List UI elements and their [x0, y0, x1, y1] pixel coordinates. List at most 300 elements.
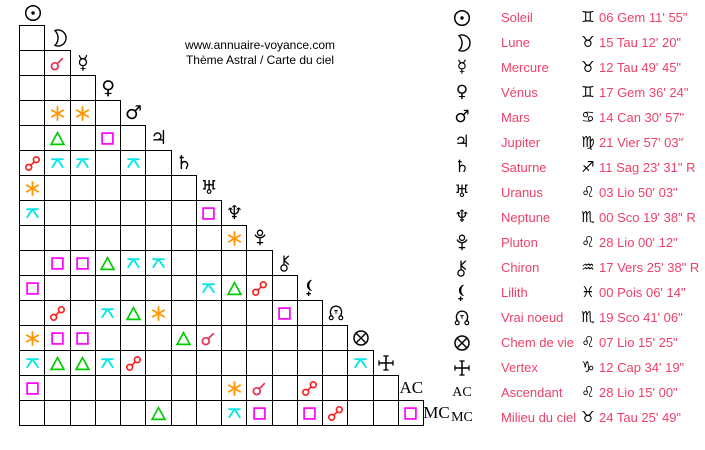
- aspect-cell: [19, 75, 45, 101]
- legend-row: [449, 80, 705, 105]
- venus-diagonal: [95, 75, 122, 101]
- gemini-icon: ♊: [581, 8, 595, 26]
- aspect-cell: [44, 175, 70, 201]
- jupiter-glyph: [449, 134, 475, 151]
- planet-legend: [449, 5, 705, 430]
- pluto-glyph: [449, 233, 475, 253]
- trine-icon: [175, 330, 192, 347]
- aspect-cell: [44, 400, 70, 426]
- sextile-icon: [24, 180, 41, 197]
- zodiac-sign: [577, 10, 599, 25]
- aspect-cell: [44, 375, 70, 401]
- aspect-cell: [171, 350, 197, 376]
- moon-icon: [452, 33, 472, 53]
- planet-name: Lilith: [501, 285, 528, 300]
- saturn-diagonal: [171, 150, 198, 176]
- planet-name: Chem de vie: [501, 335, 574, 350]
- uranus-icon: ♅: [454, 182, 470, 202]
- aspect-cell: [44, 125, 70, 151]
- aspect-cell: [19, 325, 45, 351]
- saturn-icon: ♄: [454, 157, 470, 177]
- planet-position: 11 Sag 23' 31" R: [599, 160, 696, 175]
- aspect-cell: [297, 400, 323, 426]
- planet-name: Mars: [501, 110, 530, 125]
- aspect-cell: [347, 375, 373, 401]
- lilith-glyph: [449, 283, 475, 303]
- zodiac-sign: [577, 235, 599, 250]
- aspect-cell: [196, 275, 222, 301]
- opposition-icon: [49, 305, 66, 322]
- aspect-cell: [95, 375, 121, 401]
- aspect-cell: [145, 325, 171, 351]
- vertex-diagonal: [373, 350, 400, 376]
- trine-icon: [99, 255, 116, 272]
- site-url: www.annuaire-voyance.com: [184, 38, 336, 52]
- aspect-cell: [19, 400, 45, 426]
- aspect-cell: [120, 325, 146, 351]
- aspect-cell: [272, 300, 298, 326]
- mars-icon: ♂: [454, 107, 470, 127]
- aspect-cell: [196, 225, 222, 251]
- mars-icon: ♂: [124, 101, 143, 124]
- aspect-cell: [272, 275, 298, 301]
- aspect-cell: [145, 175, 171, 201]
- aspect-cell: [95, 150, 121, 176]
- aspect-cell: [246, 350, 272, 376]
- aspect-cell: [95, 175, 121, 201]
- jupiter-diagonal: [145, 125, 172, 151]
- aspect-cell: [145, 200, 171, 226]
- square-icon: [74, 255, 91, 272]
- aspect-cell: [70, 375, 96, 401]
- neptune-icon: ♆: [225, 201, 244, 224]
- aspect-cell: [44, 225, 70, 251]
- quincunx-icon: [200, 280, 217, 297]
- legend-row: [449, 205, 705, 230]
- aspect-cell: [70, 225, 96, 251]
- lilith-diagonal: [297, 275, 324, 301]
- aspect-cell: [95, 100, 121, 126]
- aspect-cell: [19, 200, 45, 226]
- aspect-cell: [19, 50, 45, 76]
- planet-name: Neptune: [501, 210, 551, 225]
- neptune-icon: ♆: [454, 207, 470, 227]
- aspect-cell: [44, 250, 70, 276]
- aspect-cell: [19, 25, 45, 51]
- zodiac-sign: [577, 285, 599, 300]
- sun-glyph: [449, 8, 475, 28]
- jupiter-icon: ♃: [454, 132, 470, 152]
- neptune-diagonal: [221, 200, 248, 226]
- aspect-cell: [196, 375, 222, 401]
- aspect-cell: [221, 225, 247, 251]
- scorpio-icon: ♏: [581, 208, 595, 226]
- aspect-cell: [196, 300, 222, 326]
- planet-position: 00 Pois 06' 14": [599, 285, 686, 300]
- quincunx-icon: [74, 155, 91, 172]
- zodiac-sign: [577, 35, 599, 50]
- sagittarius-icon: ♐: [581, 158, 595, 176]
- legend-row: [449, 405, 705, 430]
- aspect-cell: [120, 225, 146, 251]
- aspect-cell: [44, 50, 70, 76]
- conjunction-icon: [49, 55, 66, 72]
- saturn-glyph: [449, 159, 475, 176]
- aspect-cell: [246, 275, 272, 301]
- aspect-cell: [145, 375, 171, 401]
- chart-title: Thème Astral / Carte du ciel: [185, 53, 335, 67]
- planet-name: Uranus: [501, 185, 543, 200]
- pluto-icon: [250, 228, 270, 248]
- trine-icon: [49, 355, 66, 372]
- zodiac-sign: [577, 310, 599, 325]
- legend-row: [449, 5, 705, 30]
- scorpio-icon: ♏: [581, 308, 595, 326]
- chiron-glyph: [449, 258, 475, 278]
- quincunx-icon: [125, 155, 142, 172]
- capricorn-icon: ♑: [581, 358, 595, 376]
- aspect-cell: [120, 150, 146, 176]
- aspect-cell: [19, 125, 45, 151]
- legend-row: [449, 230, 705, 255]
- virgo-icon: ♍: [581, 133, 595, 151]
- aspect-cell: [19, 150, 45, 176]
- cancer-icon: ♋: [581, 108, 595, 126]
- pluto-icon: [452, 233, 472, 253]
- aspect-cell: [120, 200, 146, 226]
- planet-name: Pluton: [501, 235, 538, 250]
- legend-row: [449, 305, 705, 330]
- uranus-icon: ♅: [200, 176, 218, 199]
- aspect-cell: [95, 225, 121, 251]
- aspect-cell: [44, 75, 70, 101]
- aspect-cell: [221, 275, 247, 301]
- aspect-cell: [272, 350, 298, 376]
- planet-name: Vertex: [501, 360, 538, 375]
- aspect-cell: [145, 225, 171, 251]
- square-icon: [251, 405, 268, 422]
- aspect-cell: [44, 300, 70, 326]
- aspect-cell: [171, 225, 197, 251]
- moon-icon: [48, 28, 68, 48]
- legend-row: [449, 280, 705, 305]
- aspect-cell: [120, 375, 146, 401]
- aspect-cell: [19, 300, 45, 326]
- aspect-cell: [246, 300, 272, 326]
- venus-icon: ♀: [101, 76, 116, 99]
- neptune-glyph: [449, 209, 475, 226]
- aspect-cell: [95, 400, 121, 426]
- aspect-cell: [95, 300, 121, 326]
- aspect-cell: [221, 400, 247, 426]
- aspect-cell: [70, 125, 96, 151]
- aspect-cell: [70, 100, 96, 126]
- chiron-icon: [452, 258, 472, 278]
- fortune-diagonal: [347, 325, 374, 351]
- aspect-cell: [246, 400, 272, 426]
- planet-name: Chiron: [501, 260, 540, 275]
- planet-position: 12 Cap 34' 19": [599, 360, 685, 375]
- aspect-cell: [70, 275, 96, 301]
- sextile-icon: [49, 105, 66, 122]
- vertex-glyph: [449, 358, 475, 378]
- legend-row: [449, 330, 705, 355]
- aspect-cell: [145, 350, 171, 376]
- midheaven-diagonal: [423, 400, 450, 426]
- lilith-icon: [300, 278, 320, 298]
- aspect-cell: [95, 250, 121, 276]
- square-icon: [49, 255, 66, 272]
- aspect-cell: [221, 350, 247, 376]
- true-node-glyph: [449, 308, 475, 328]
- legend-row: [449, 105, 705, 130]
- midheaven-label: MC: [423, 403, 450, 422]
- square-icon: [200, 205, 217, 222]
- sun-icon: [452, 8, 472, 28]
- zodiac-sign: [577, 410, 599, 425]
- aspect-cell: [297, 325, 323, 351]
- aspect-cell: [322, 350, 348, 376]
- opposition-icon: [24, 155, 41, 172]
- aspect-cell: [19, 100, 45, 126]
- aspect-cell: [221, 375, 247, 401]
- trine-icon: [150, 405, 167, 422]
- aspect-cell: [272, 400, 298, 426]
- square-icon: [301, 405, 318, 422]
- chiron-icon: [275, 253, 295, 273]
- midheaven-label: MC: [451, 409, 473, 425]
- aspect-cell: [95, 325, 121, 351]
- aspect-cell: [196, 325, 222, 351]
- aspect-cell: [95, 200, 121, 226]
- aspect-cell: [171, 275, 197, 301]
- ascendant-label: AC: [399, 378, 424, 397]
- aspect-cell: [120, 175, 146, 201]
- aspect-cell: [171, 375, 197, 401]
- aspect-cell: [221, 250, 247, 276]
- zodiac-sign: [577, 210, 599, 225]
- quincunx-icon: [125, 255, 142, 272]
- zodiac-sign: [577, 85, 599, 100]
- opposition-icon: [301, 380, 318, 397]
- midheaven-glyph: [449, 410, 475, 426]
- leo-icon: ♌: [581, 383, 595, 401]
- aspect-cell: [171, 200, 197, 226]
- sextile-icon: [74, 105, 91, 122]
- planet-position: 28 Lio 15' 00": [599, 385, 678, 400]
- mars-glyph: [449, 109, 475, 126]
- trine-icon: [226, 280, 243, 297]
- aspect-cell: [145, 250, 171, 276]
- zodiac-sign: [577, 385, 599, 400]
- aspect-cell: [171, 325, 197, 351]
- aspect-cell: [120, 350, 146, 376]
- leo-icon: ♌: [581, 183, 595, 201]
- aspect-cell: [44, 275, 70, 301]
- aspect-cell: [171, 300, 197, 326]
- planet-position: 21 Vier 57' 03": [599, 135, 684, 150]
- mercury-diagonal: [70, 50, 97, 76]
- aspect-cell: [120, 275, 146, 301]
- aspect-cell: [70, 325, 96, 351]
- planet-position: 19 Sco 41' 06": [599, 310, 683, 325]
- mars-diagonal: [120, 100, 147, 126]
- aspect-cell: [120, 250, 146, 276]
- square-icon: [74, 330, 91, 347]
- aspect-cell: [145, 400, 171, 426]
- aspect-cell: [95, 275, 121, 301]
- uranus-diagonal: [196, 175, 223, 201]
- fortune-icon: [452, 333, 472, 353]
- aspect-cell: [95, 350, 121, 376]
- legend-row: [449, 55, 705, 80]
- ascendant-glyph: [449, 385, 475, 401]
- sun-icon: [23, 3, 43, 23]
- legend-row: [449, 380, 705, 405]
- venus-glyph: [449, 84, 475, 101]
- conjunction-icon: [200, 330, 217, 347]
- planet-position: 15 Tau 12' 20": [599, 35, 682, 50]
- lilith-icon: [452, 283, 472, 303]
- sextile-icon: [226, 230, 243, 247]
- moon-diagonal: [44, 25, 71, 51]
- aspect-cell: [246, 325, 272, 351]
- planet-name: Vénus: [501, 85, 538, 100]
- quincunx-icon: [99, 355, 116, 372]
- aspect-cell: [171, 400, 197, 426]
- aspect-cell: [70, 150, 96, 176]
- zodiac-sign: [577, 260, 599, 275]
- uranus-glyph: [449, 184, 475, 201]
- aspect-cell: [120, 400, 146, 426]
- legend-row: [449, 30, 705, 55]
- aspect-cell: [347, 400, 373, 426]
- aspect-cell: [272, 375, 298, 401]
- aspect-cell: [44, 200, 70, 226]
- square-icon: [402, 405, 419, 422]
- aspect-cell: [44, 150, 70, 176]
- aspect-cell: [196, 200, 222, 226]
- conjunction-icon: [251, 380, 268, 397]
- zodiac-sign: [577, 160, 599, 175]
- zodiac-sign: [577, 60, 599, 75]
- aspect-cell: [19, 175, 45, 201]
- planet-position: 28 Lio 00' 12": [599, 235, 678, 250]
- aspect-cell: [171, 175, 197, 201]
- planet-position: 00 Sco 19' 38" R: [599, 210, 696, 225]
- planet-name: Mercure: [501, 60, 549, 75]
- aspect-cell: [95, 125, 121, 151]
- quincunx-icon: [49, 155, 66, 172]
- vertex-icon: [452, 358, 472, 378]
- pisces-icon: ♓: [581, 283, 595, 301]
- aspect-cell: [246, 250, 272, 276]
- legend-row: [449, 355, 705, 380]
- aspect-cell: [19, 250, 45, 276]
- sextile-icon: [150, 305, 167, 322]
- aspect-cell: [70, 300, 96, 326]
- leo-icon: ♌: [581, 333, 595, 351]
- planet-name: Milieu du ciel: [501, 410, 577, 425]
- planet-position: 06 Gem 11' 55": [599, 10, 688, 25]
- planet-name: Soleil: [501, 10, 533, 25]
- aspect-cell: [70, 250, 96, 276]
- trine-icon: [49, 130, 66, 147]
- true-node-icon: [452, 308, 472, 328]
- opposition-icon: [251, 280, 268, 297]
- true-node-icon: [326, 303, 346, 323]
- square-icon: [24, 280, 41, 297]
- mercury-icon: ☿: [77, 51, 89, 74]
- aspect-cell: [322, 375, 348, 401]
- aspect-cell: [19, 275, 45, 301]
- legend-row: [449, 255, 705, 280]
- aspect-cell: [44, 350, 70, 376]
- fortune-icon: [351, 328, 371, 348]
- aspect-cell: [347, 350, 373, 376]
- aspect-cell: [398, 400, 424, 426]
- vertex-icon: [376, 353, 396, 373]
- quincunx-icon: [352, 355, 369, 372]
- planet-position: 12 Tau 49' 45": [599, 60, 682, 75]
- taurus-icon: ♉: [581, 408, 595, 426]
- mercury-glyph: [449, 59, 475, 76]
- taurus-icon: ♉: [581, 58, 595, 76]
- taurus-icon: ♉: [581, 33, 595, 51]
- gemini-icon: ♊: [581, 83, 595, 101]
- zodiac-sign: [577, 360, 599, 375]
- legend-row: [449, 130, 705, 155]
- aspect-cell: [19, 375, 45, 401]
- quincunx-icon: [24, 205, 41, 222]
- true-node-diagonal: [322, 300, 349, 326]
- aspect-cell: [171, 250, 197, 276]
- aspect-cell: [145, 300, 171, 326]
- pluto-diagonal: [246, 225, 273, 251]
- aquarius-icon: ♒: [581, 258, 595, 276]
- aspect-cell: [196, 350, 222, 376]
- square-icon: [276, 305, 293, 322]
- aspect-cell: [120, 300, 146, 326]
- ascendant-diagonal: [398, 375, 425, 401]
- trine-icon: [74, 355, 91, 372]
- aspect-cell: [322, 400, 348, 426]
- aspect-cell: [297, 375, 323, 401]
- fortune-glyph: [449, 333, 475, 353]
- planet-name: Ascendant: [501, 385, 563, 400]
- aspect-cell: [196, 250, 222, 276]
- aspect-cell: [297, 350, 323, 376]
- aspect-cell: [272, 325, 298, 351]
- planet-name: Saturne: [501, 160, 547, 175]
- square-icon: [99, 130, 116, 147]
- jupiter-icon: ♃: [150, 126, 168, 149]
- aspect-cell: [221, 300, 247, 326]
- aspect-cell: [44, 325, 70, 351]
- aspect-cell: [19, 225, 45, 251]
- opposition-icon: [327, 405, 344, 422]
- chiron-diagonal: [272, 250, 299, 276]
- planet-position: 24 Tau 25' 49": [599, 410, 682, 425]
- quincunx-icon: [150, 255, 167, 272]
- mercury-icon: ☿: [456, 57, 468, 77]
- planet-name: Vrai noeud: [501, 310, 564, 325]
- ascendant-label: AC: [452, 384, 472, 400]
- square-icon: [49, 330, 66, 347]
- aspect-cell: [322, 325, 348, 351]
- venus-icon: ♀: [455, 82, 469, 102]
- aspect-cell: [373, 375, 399, 401]
